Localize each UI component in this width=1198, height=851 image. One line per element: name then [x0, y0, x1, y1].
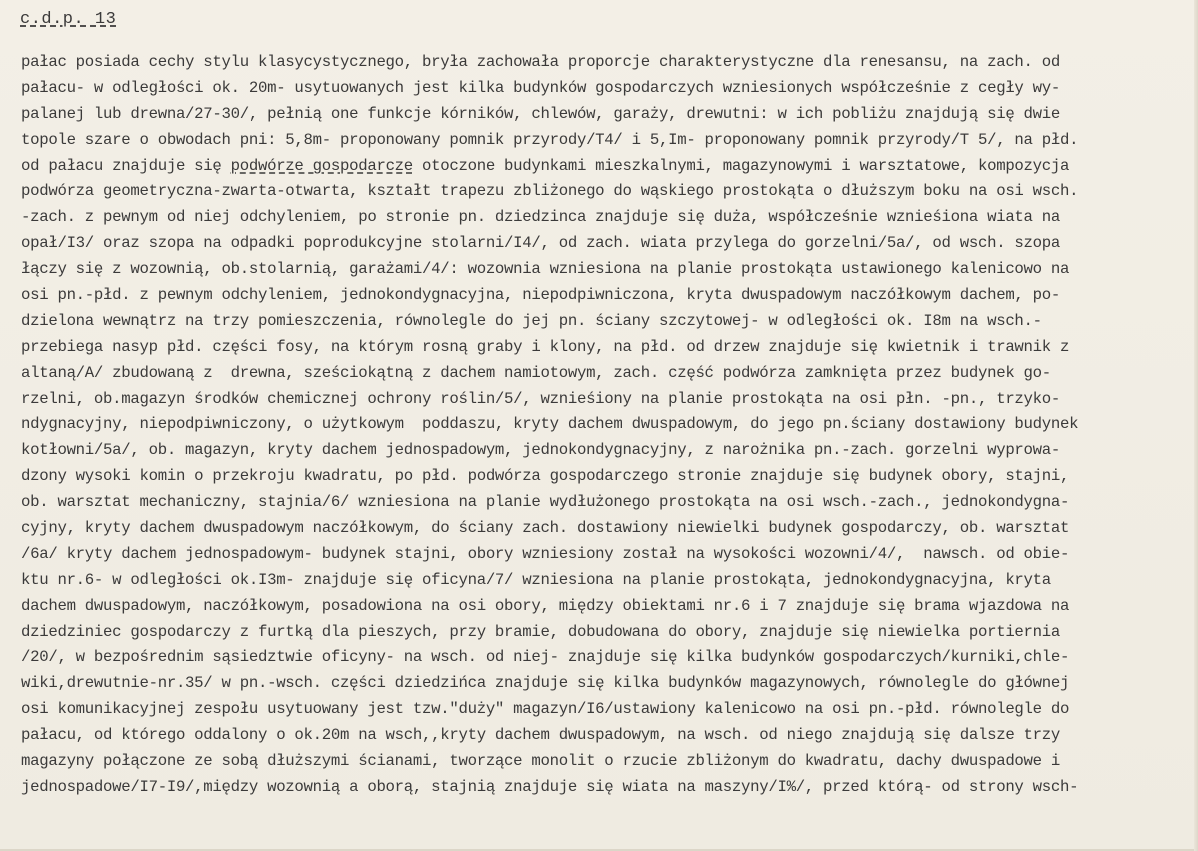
card-header: c.d.p. 13 [20, 10, 117, 29]
text-segment: -zach. z pewnym od niej odchyleniem, po stronie pn. dziedzinca znajduje się duża, współcześnie wznieśiona wiata na [21, 208, 1061, 227]
text-line [21, 231, 1191, 257]
text-line [21, 335, 1191, 361]
text-line [21, 309, 1191, 335]
text-line [21, 723, 1191, 749]
text-segment: przebiega nasyp płd. części fosy, na którym rosną graby i klony, na płd. od drzew znajduje się kwietnik i trawnik z [21, 337, 1070, 356]
text-segment: osi komunikacyjnej zespołu usytuowany jest tzw."duży" magazyn/I6/ustawiony kalenicowo na osi pn.-płd. równolegle do [21, 700, 1070, 719]
text-segment: ndygnacyjny, niepodpiwniczony, o użytkowym poddaszu, kryty dachem dwuspadowym, do jego pn.ściany dostawiony budynek [21, 415, 1079, 434]
text-line [21, 490, 1191, 516]
text-segment: ktu nr.6- w odległości ok.I3m- znajduje się oficyna/7/ wzniesiona na planie prostokąta, jednokondygnacyjna, kryta [21, 570, 1051, 589]
text-line [21, 697, 1191, 723]
text-line [21, 179, 1191, 205]
text-segment: /20/, w bezpośrednim sąsiedztwie oficyny- na wsch. od niej- znajduje się kilka budynków gospodarczych/kurniki,chle- [21, 648, 1070, 667]
text-segment: wiki,drewutnie-nr.35/ w pn.-wsch. części dziedzińca znajduje się kilka budynków magazynowych, równolegle do głównej [21, 674, 1070, 693]
text-line [21, 568, 1191, 594]
text-segment: pałacu- w odległości ok. 20m- usytuowanych jest kilka budynków gospodarczych wzniesionych współcześnie z cegły wy- [21, 78, 1061, 97]
text-segment: altaną/A/ zbudowaną z drewna, sześciokątną z dachem namiotowym, zach. część podwórza zamknięta przez budynek go- [21, 363, 1051, 382]
text-segment: dziedziniec gospodarczy z furtką dla pieszych, przy bramie, dobudowana do obory, znajduje się niewielka portiernia [21, 622, 1061, 641]
text-line [21, 464, 1191, 490]
text-line [21, 542, 1191, 568]
text-line [21, 671, 1191, 697]
text-segment: opał/I3/ oraz szopa na odpadki poprodukcyjne stolarni/I4/, od zach. wiata przylega do gorzelni/5a/, od wsch. szopa [21, 234, 1061, 253]
text-line [21, 412, 1191, 438]
text-segment: ob. warsztat mechaniczny, stajnia/6/ wzniesiona na planie wydłużonego prostokąta na osi wsch.-zach., jednokondygna- [21, 493, 1070, 512]
text-line [21, 645, 1191, 671]
text-line [21, 749, 1191, 775]
text-line [21, 516, 1191, 542]
text-segment: pałacu, od którego oddalony o ok.20m na wsch,,kryty dachem dwuspadowym, na wsch. od niego znajdują się dalsze trzy [21, 726, 1061, 745]
card-edge [1194, 0, 1198, 851]
text-line [21, 205, 1191, 231]
text-line [21, 438, 1191, 464]
text-segment: rzelni, ob.magazyn środków chemicznej ochrony roślin/5/, wznieśiony na planie prostokąta na osi płn. -pn., trzyko- [21, 389, 1061, 408]
text-segment: łączy się z wozownią, ob.stolarnią, garażami/4/: wozownia wzniesiona na planie prostokąta ustawionego kalenicowo na [21, 260, 1070, 279]
card-body [21, 50, 1191, 801]
text-segment: osi pn.-płd. z pewnym odchyleniem, jednokondygnacyjna, niepodpiwniczona, kryta dwuspadowym naczółkowym dachem, po- [21, 286, 1061, 305]
text-line [21, 283, 1191, 309]
text-line [21, 387, 1191, 413]
text-segment: pałac posiada cechy stylu klasycystycznego, bryła zachowała proporcje charakterystyczne dla renesansu, na zach. od [21, 53, 1061, 71]
text-line [21, 775, 1191, 801]
text-segment: kotłowni/5a/, ob. magazyn, kryty dachem jednospadowym, jednokondygnacyjny, z narożnika pn.-zach. gorzelni wyprowa- [21, 441, 1061, 460]
text-segment: dachem dwuspadowym, naczółkowym, posadowiona na osi obory, między obiektami nr.6 i 7 znajduje się brama wjazdowa na [21, 596, 1070, 615]
text-line [21, 128, 1191, 154]
text-line [21, 620, 1191, 646]
text-segment: od pałacu znajduje się [21, 156, 231, 175]
text-segment: dzielona wewnątrz na trzy pomieszczenia, równolegle do jej pn. ściany szczytowej- w odległości ok. I8m na wsch.- [21, 311, 1042, 330]
text-line [21, 257, 1191, 283]
text-segment: magazyny połączone ze sobą dłuższymi ścianami, tworzące monolit o rzucie zbliżonym do kwadratu, dachy dwuspadowe i [21, 752, 1061, 771]
text-segment: otoczone budynkami mieszkalnymi, magazynowymi i warsztatowe, kompozycja [412, 156, 1070, 175]
text-segment: podwórza geometryczna-zwarta-otwarta, kształt trapezu zbliżonego do wąskiego prostokąta o dłuższym boku na osi wsch. [21, 182, 1079, 201]
underlined-term: podwórze gospodarcze [230, 156, 413, 175]
text-segment: /6a/ kryty dachem jednospadowym- budynek stajni, obory wzniesiony został na wysokości wozowni/4/, nawsch. od obie- [21, 544, 1070, 563]
text-segment: topole szare o obwodach pni: 5,8m- proponowany pomnik przyrody/T4/ i 5,Im- proponowany pomnik przyrody/T 5/, na płd. [21, 130, 1079, 149]
text-segment: palanej lub drewna/27-30/, pełnią one funkcje kórników, chlewów, garaży, drewutni: w ich pobliżu znajdują się dwie [21, 104, 1061, 123]
text-segment: cyjny, kryty dachem dwuspadowym naczółkowym, do ściany zach. dostawiony niewielki budynek gospodarczy, ob. warsztat [21, 519, 1070, 538]
text-line [21, 76, 1191, 102]
text-segment: jednospadowe/I7-I9/,między wozownią a oborą, stajnią znajduje się wiata na maszyny/I%/, przed którą- od strony wsch- [21, 777, 1079, 796]
text-line [21, 50, 1191, 76]
text-segment: dzony wysoki komin o przekroju kwadratu, po płd. podwórza gospodarczego stronie znajduje się budynek obory, stajni, [21, 467, 1070, 486]
text-line [21, 154, 1191, 180]
text-line [21, 594, 1191, 620]
text-line [21, 361, 1191, 387]
text-line [21, 102, 1191, 128]
